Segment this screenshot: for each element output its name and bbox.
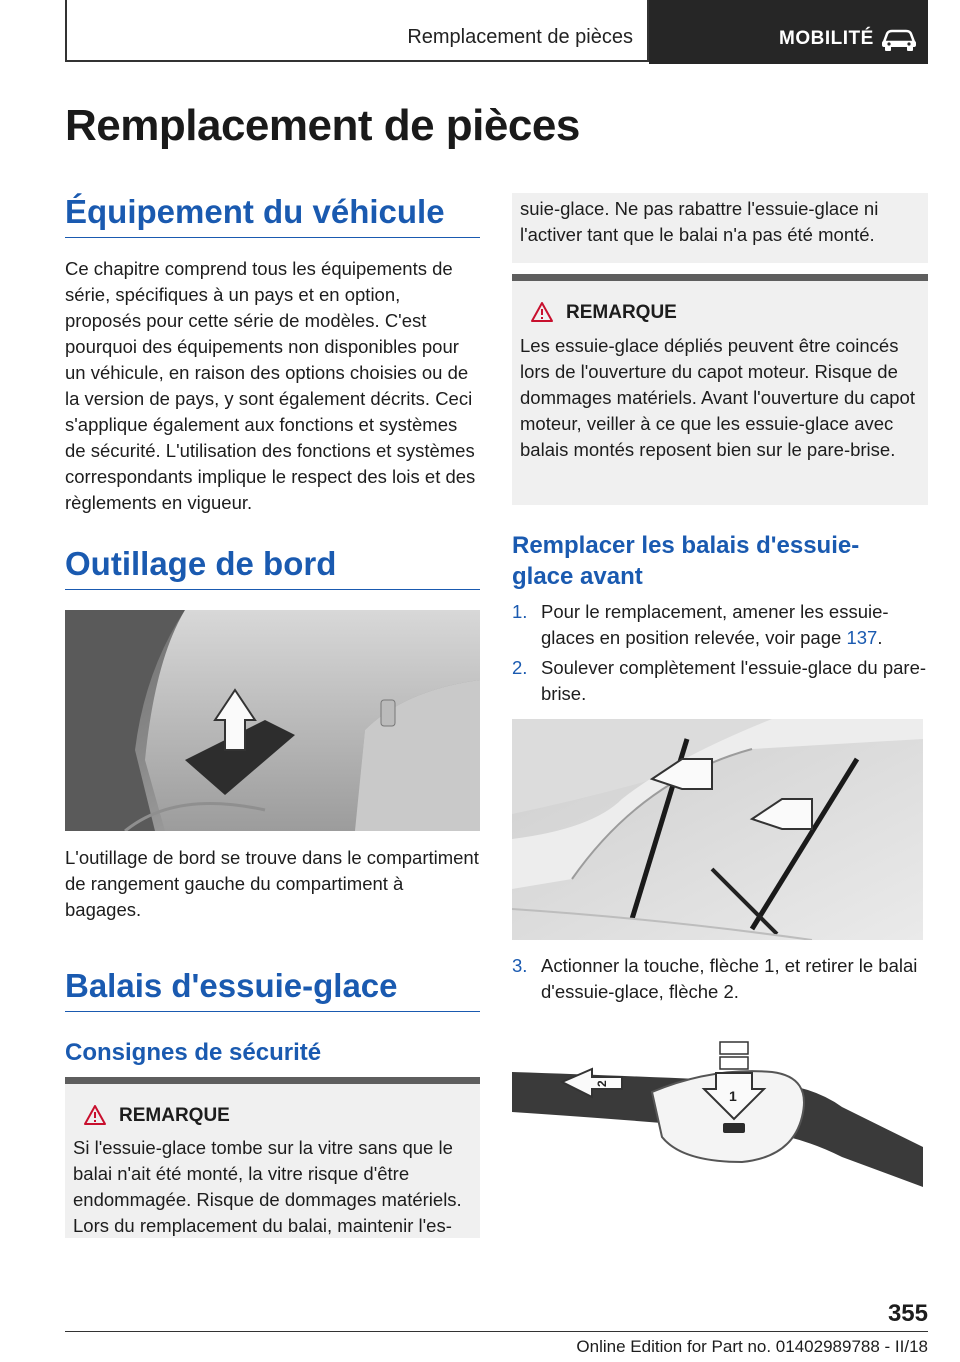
warning-icon [83, 1104, 107, 1126]
header-section-title: Remplacement de pièces [407, 26, 633, 48]
running-header [65, 0, 928, 64]
note-box-1 [65, 1077, 480, 1238]
step-text: Soulever complètement l'essuie-glace du pare-brise. [541, 657, 927, 704]
page-number: 355 [887, 1300, 928, 1327]
note-box-2 [512, 274, 928, 505]
step-text [541, 599, 928, 651]
arrow-label-1: 1 [729, 1088, 737, 1104]
note-title-1: REMARQUE [119, 1105, 230, 1126]
footer-rule [65, 1331, 928, 1332]
warning-icon [530, 301, 554, 323]
edition-note: Online Edition for Part no. 01402989788 - II/18 [576, 1337, 928, 1356]
heading-equipement: Équipement du véhicule [65, 193, 480, 238]
heading-remplacer: Remplacer les balais d'essuie-glace avant [512, 532, 860, 590]
step-number: 3. [512, 955, 528, 976]
image-windshield-wipers [512, 719, 923, 940]
step-text: Actionner la touche, flèche 1, et retirer le balai d'essuie-glace, flèche 2. [541, 955, 918, 1002]
arrow-label-2: 2 [595, 1080, 609, 1087]
page-title: Remplacement de pièces [65, 101, 580, 150]
heading-consignes: Consignes de sécurité [65, 1039, 322, 1066]
heading-outillage: Outillage de bord [65, 545, 480, 590]
paragraph-equipement-text: Ce chapitre comprend tous les équipements de série, spécifiques à un pays et en option, proposés pour cette série de modèles. C'est pourquoi des équipements non disponibles pour un véhicule, en raison des options choisies ou de la version de pays, y sont également décrits. Ceci s'applique également aux fonctions et systèmes de sécurité. L'utilisation des fonctions et systèmes correspondants implique le respect des lois et des règlements en vigueur. [65, 258, 476, 513]
note-text-1: Si l'essuie-glace tombe sur la vitre sans que le balai n'ait été monté, la vitre risque d'être endommagée. Risque de dommages matériels. Lors du remplacement du balai, maintenir l'es- [73, 1137, 462, 1236]
note-title-2: REMARQUE [566, 302, 677, 323]
image-trunk-compartment [65, 610, 480, 831]
paragraph-outillage [65, 845, 480, 923]
note-bar [65, 1077, 480, 1084]
header-section-box [65, 0, 649, 62]
page-link[interactable]: 137 [846, 627, 878, 648]
step-text-main: Pour le remplacement, amener les essuie-glaces en position relevée, voir page [541, 601, 889, 648]
note-box-1-continued [512, 193, 928, 263]
header-chapter-label: MOBILITÉ [779, 28, 874, 49]
header-chapter-tab [649, 0, 928, 64]
step-number: 1. [512, 601, 528, 622]
image-wiper-blade-release [512, 1037, 923, 1238]
heading-balais: Balais d'essuie-glace [65, 967, 480, 1012]
paragraph-outillage-text: L'outillage de bord se trouve dans le compartiment de rangement gauche du compartiment à bagages. [65, 847, 479, 920]
note-bar [512, 274, 928, 281]
paragraph-equipement [65, 256, 480, 516]
note-continued-text: suie-glace. Ne pas rabattre l'essuie-glace ni l'activer tant que le balai n'a pas été monté. [520, 198, 879, 245]
step-text-after: . [877, 627, 883, 648]
step-number: 2. [512, 657, 528, 678]
car-icon [880, 26, 918, 52]
note-text-2: Les essuie-glace dépliés peuvent être coincés lors de l'ouverture du capot moteur. Risque de dommages matériels. Avant l'ouverture du capot moteur, veiller à ce que les essuie-glace avec balais montés reposent bien sur le pare-brise. [520, 335, 915, 460]
